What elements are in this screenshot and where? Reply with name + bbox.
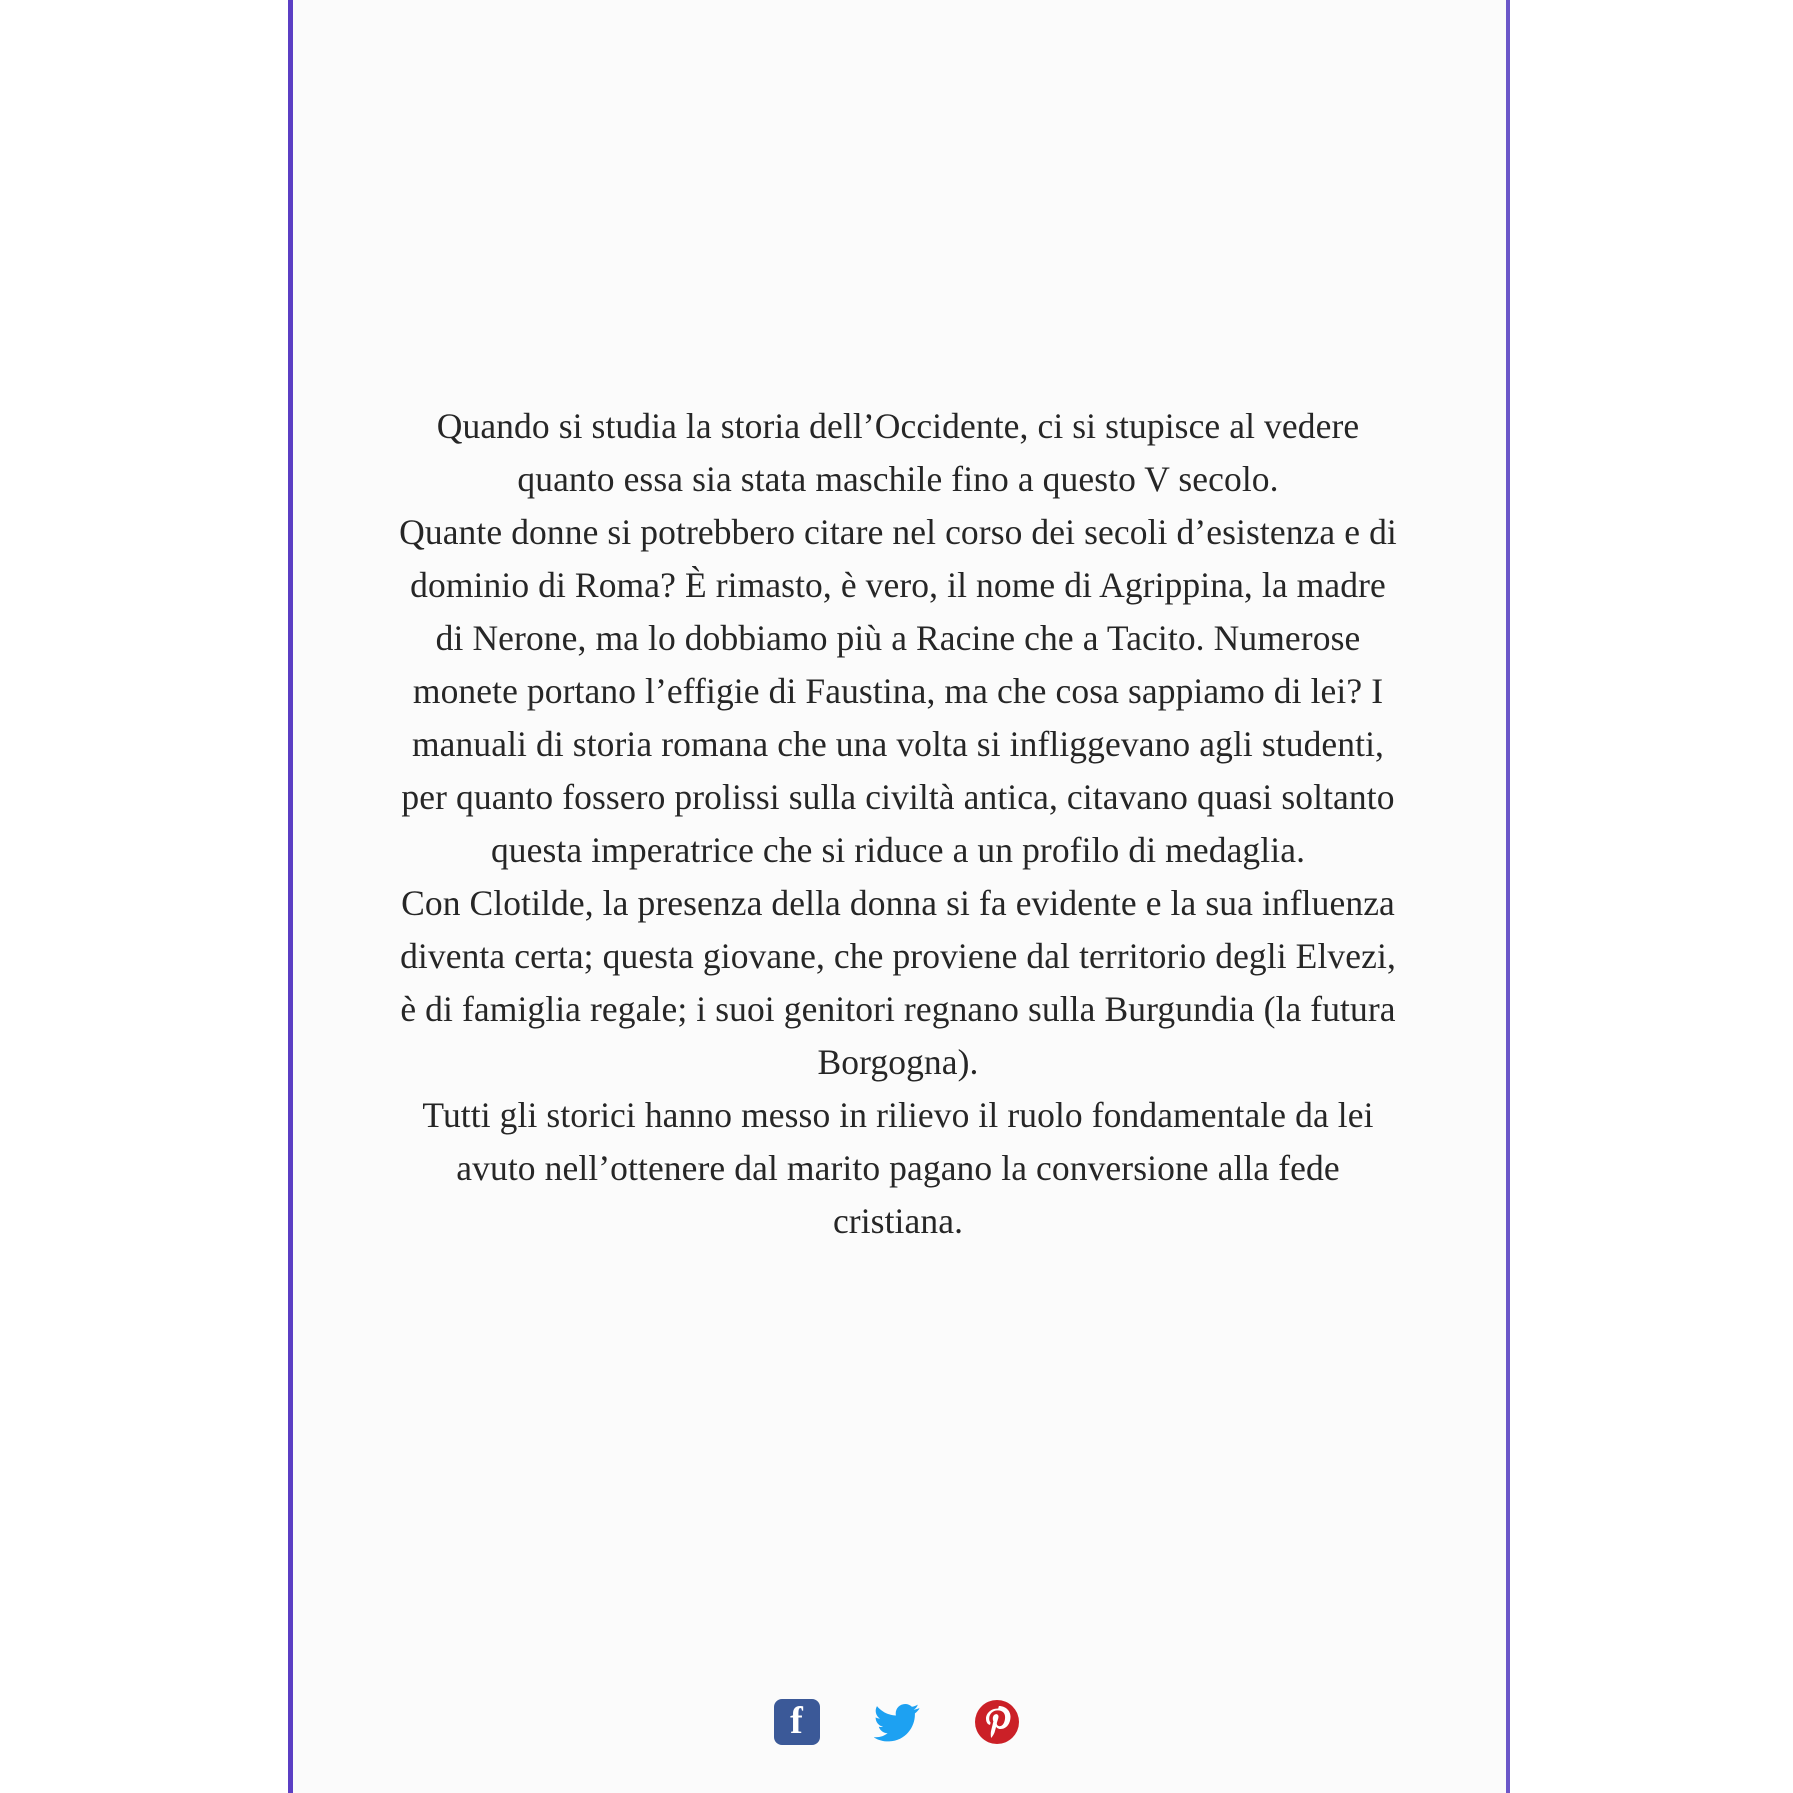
book-back-cover	[288, 0, 1510, 1793]
blurb-paragraph-1: Quando si studia la storia dell’Occidente, ci si stupisce al vedere quanto essa sia stata maschile fino a questo V secolo.	[436, 406, 1360, 499]
twitter-icon[interactable]	[874, 1699, 920, 1745]
social-share-bar	[0, 1699, 1793, 1745]
facebook-icon[interactable]: f	[774, 1699, 820, 1745]
blurb-paragraph-3: Con Clotilde, la presenza della donna si fa evidente e la sua influenza diventa certa; questa giovane, che proviene dal territorio degli Elvezi, è di famiglia regale; i suoi genitori regnano sulla Burgundia (la futura Borgogna).	[400, 883, 1396, 1082]
cover-right-border	[1506, 0, 1510, 1793]
blurb-paragraph-4: Tutti gli storici hanno messo in rilievo il ruolo fondamentale da lei avuto nell’ottenere dal marito pagano la conversione alla fede cristiana.	[422, 1095, 1374, 1241]
cover-left-border	[288, 0, 293, 1793]
blurb-paragraph-2: Quante donne si potrebbero citare nel corso dei secoli d’esistenza e di dominio di Roma? È rimasto, è vero, il nome di Agrippina, la madre di Nerone, ma lo dobbiamo più a Racine che a Tacito. Numerose monete portano l’effigie di Faustina, ma che cosa sappiamo di lei? I manuali di storia romana che una volta si infliggevano agli studenti, per quanto fossero prolissi sulla civiltà antica, citavano quasi soltanto questa imperatrice che si riduce a un profilo di medaglia.	[399, 512, 1397, 870]
pinterest-icon[interactable]	[974, 1699, 1020, 1745]
blurb-text-block	[393, 400, 1403, 1248]
